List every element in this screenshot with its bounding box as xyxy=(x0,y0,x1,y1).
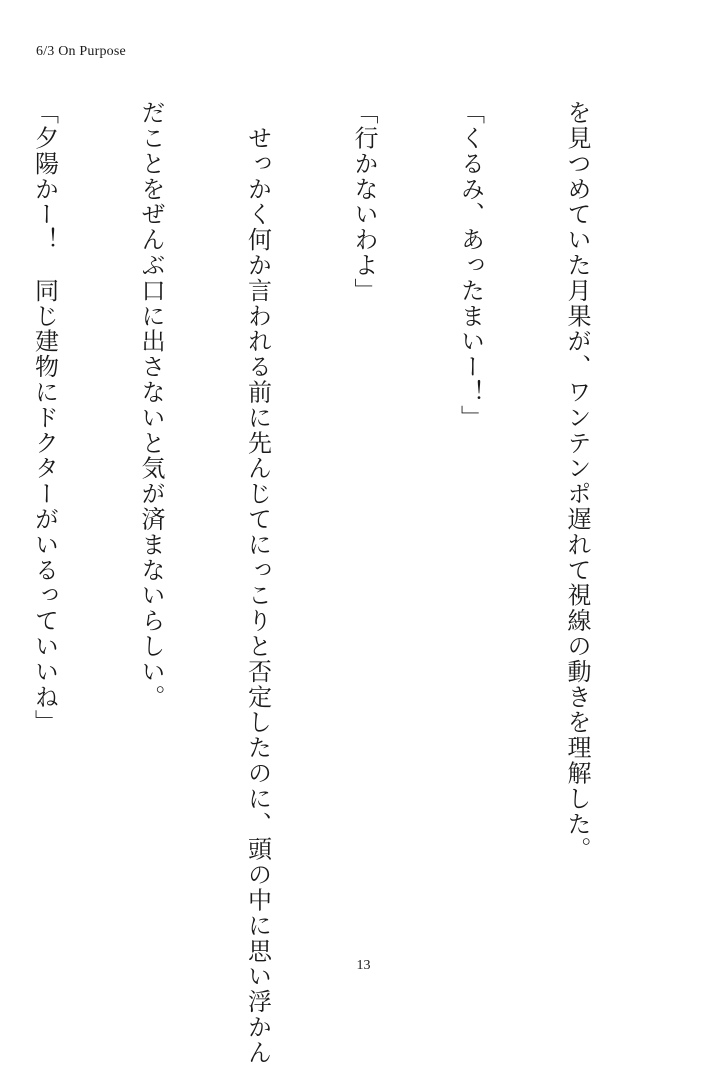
text-line: せっかく何か言われる前に先んじてにっこりと否定したのに、頭の中に思い浮かん xyxy=(243,100,272,1065)
page-number: 13 xyxy=(356,958,371,973)
running-header: 6/3 On Purpose xyxy=(36,44,126,59)
text-line: だことをぜんぶ口に出さないと気が済まないらしい。 xyxy=(137,100,165,710)
text-line: 「くるみ、あったまいー！」 xyxy=(456,100,485,431)
text-line: 「行かないわよ」 xyxy=(350,100,378,304)
text-line: 「夕陽かー！ 同じ建物にドクターがいるっていいね」 xyxy=(30,100,59,735)
text-line: を見つめていた月果が、ワンテンポ遅れて視線の動きを理解した。 xyxy=(563,100,591,862)
